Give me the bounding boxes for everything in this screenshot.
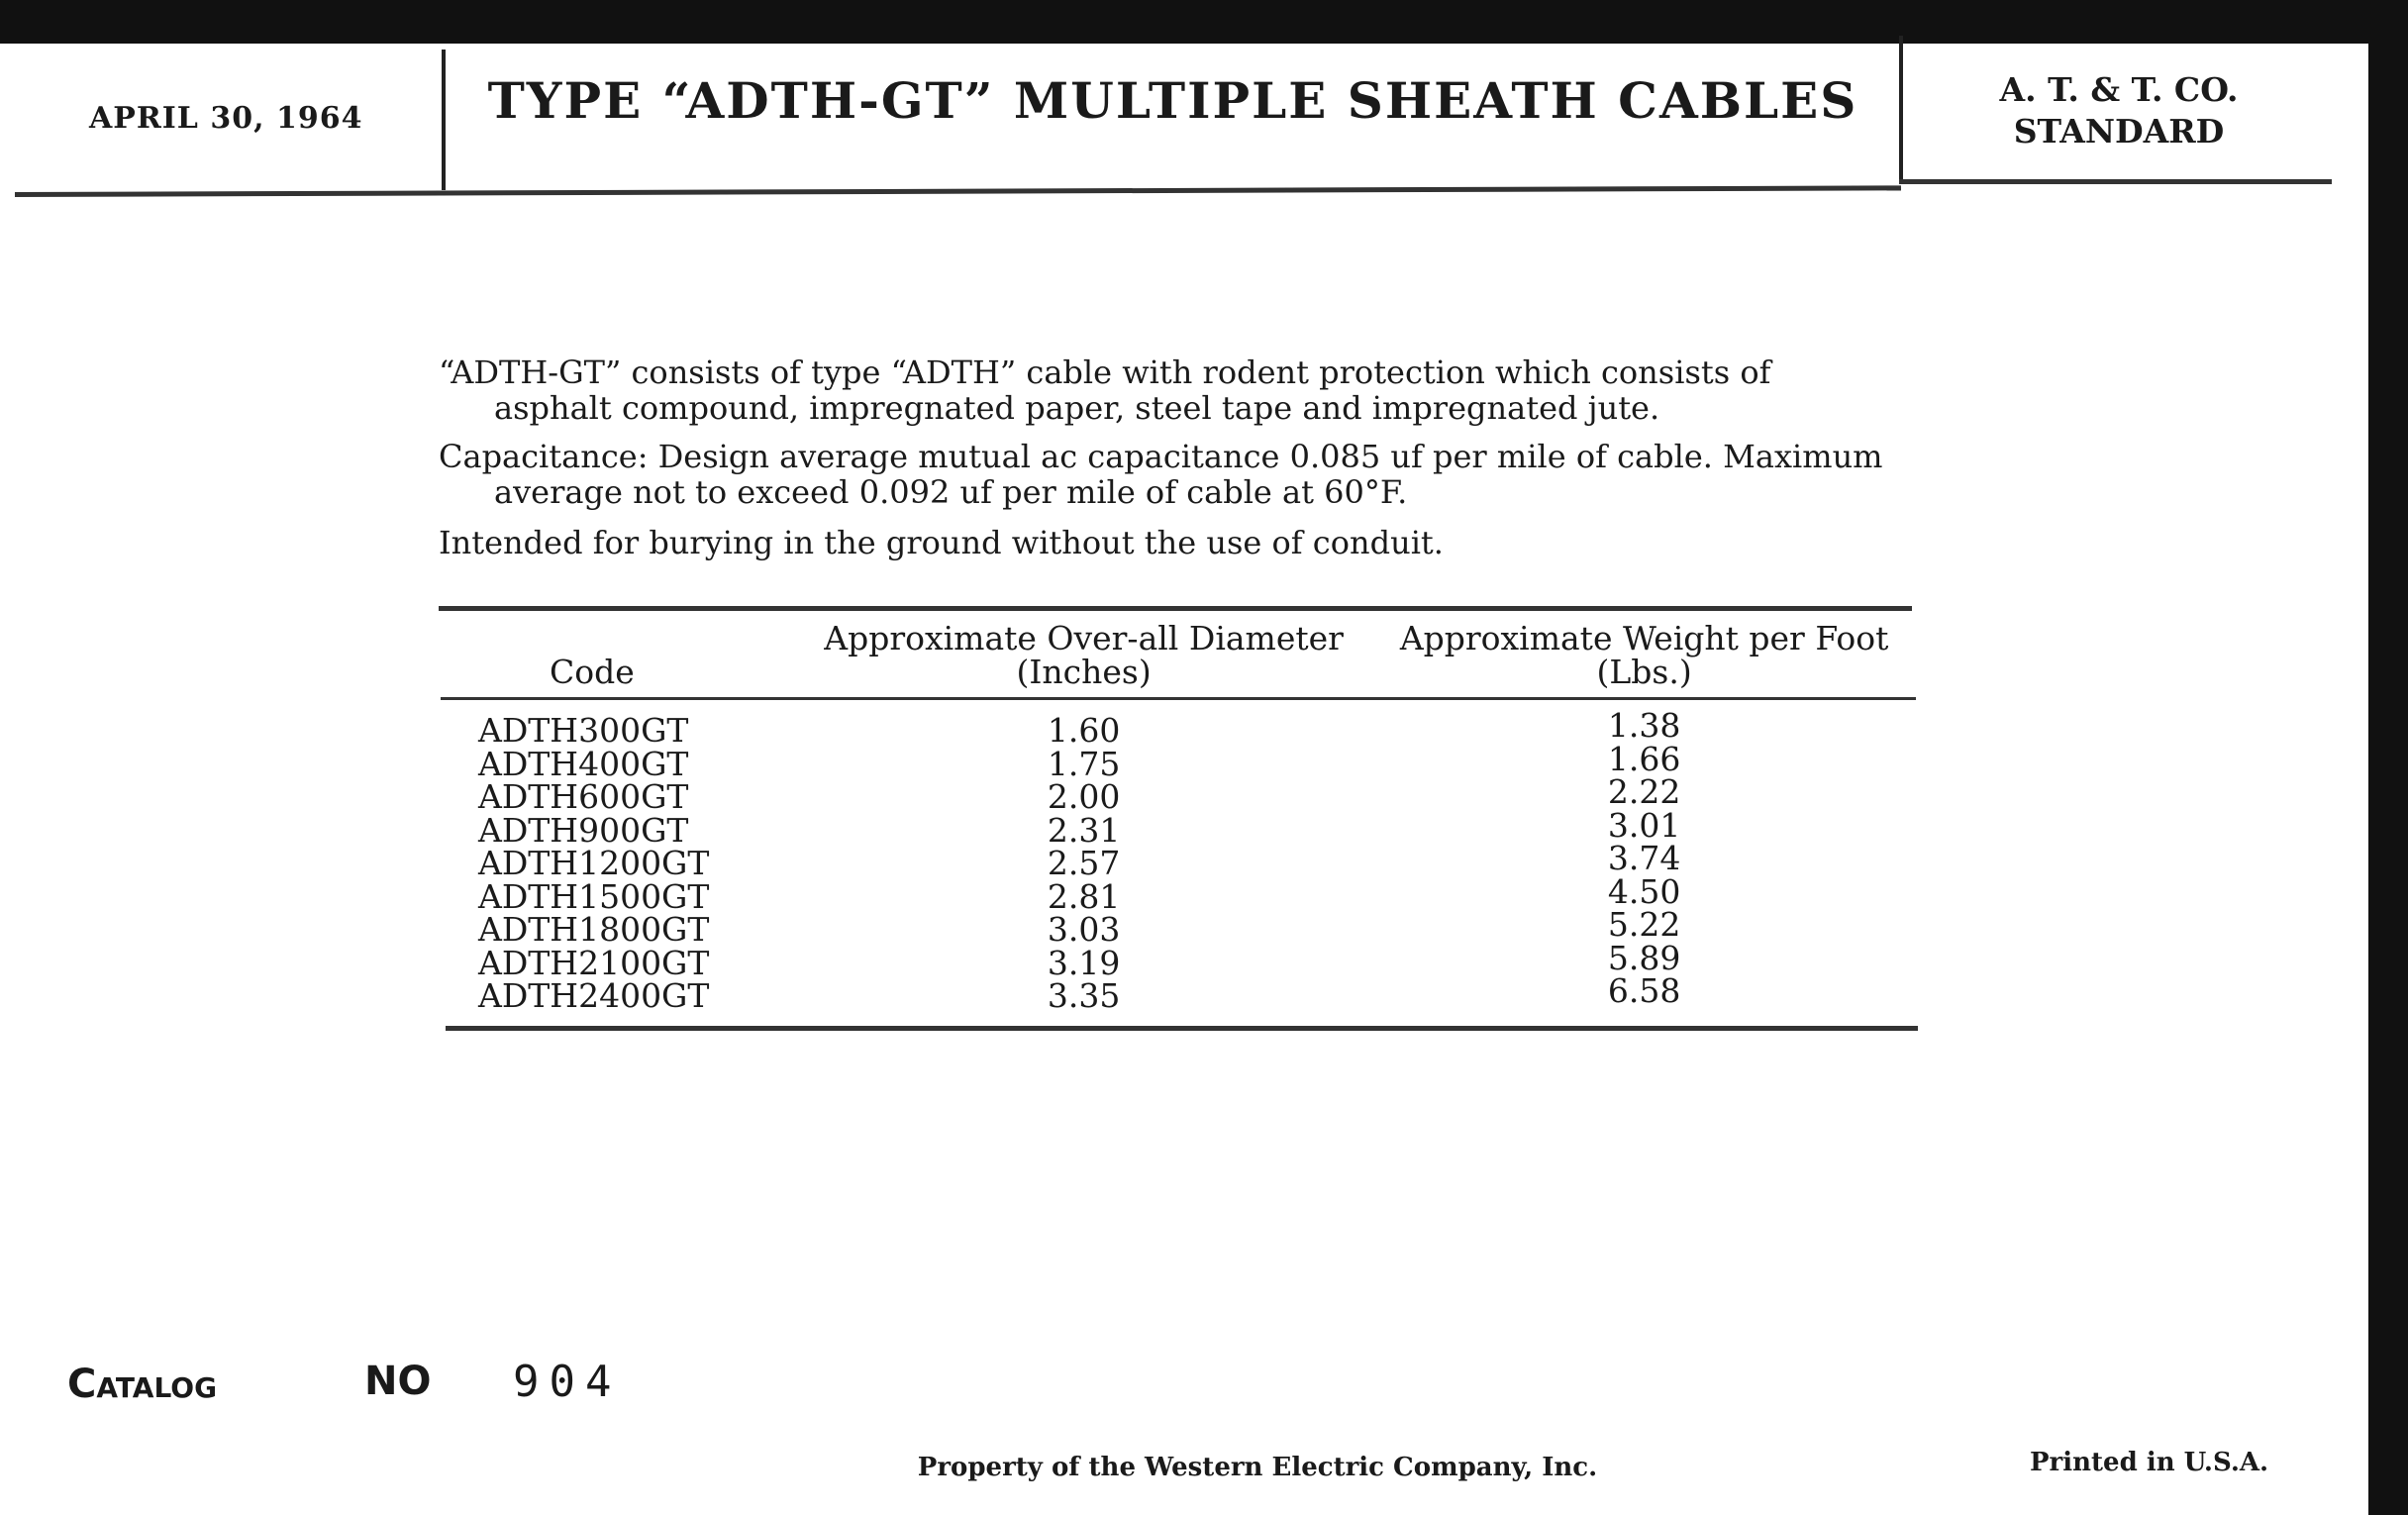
standard-line2: STANDARD bbox=[2013, 112, 2225, 151]
cell-weight: 6.58 bbox=[1607, 971, 1681, 1010]
cell-diameter: 2.81 bbox=[1047, 876, 1121, 916]
description-line: “ADTH-GT” consists of type “ADTH” cable with rodent protection which consists of bbox=[439, 354, 1771, 391]
catalog-label: Catalog bbox=[67, 1362, 218, 1407]
table-top-rule bbox=[439, 606, 1912, 611]
standard-label bbox=[1906, 69, 2332, 152]
cell-diameter: 2.00 bbox=[1047, 777, 1121, 816]
cable-spec-table bbox=[441, 614, 1916, 1013]
cell-diameter: 3.35 bbox=[1047, 976, 1121, 1015]
usage-paragraph: Intended for burying in the ground without the use of conduit. bbox=[439, 524, 1444, 561]
header-divider bbox=[442, 50, 446, 190]
cell-weight: 1.38 bbox=[1607, 706, 1681, 745]
cell-weight: 3.01 bbox=[1607, 805, 1681, 845]
scan-border-right bbox=[2368, 0, 2408, 1515]
capacitance-line: Capacitance: Design average mutual ac capacitance 0.085 uf per mile of cable. Maximum bbox=[439, 438, 1883, 475]
cell-code: ADTH400GT bbox=[478, 744, 689, 783]
document-date: APRIL 30, 1964 bbox=[89, 101, 363, 136]
cell-diameter: 2.57 bbox=[1047, 844, 1121, 882]
cell-diameter: 2.31 bbox=[1047, 810, 1121, 850]
page-title: TYPE “ADTH-GT” MULTIPLE SHEATH CABLES bbox=[487, 71, 1858, 130]
cell-weight: 2.22 bbox=[1607, 772, 1681, 811]
header-code: Code bbox=[550, 653, 635, 691]
cell-diameter: 3.19 bbox=[1047, 943, 1121, 982]
cell-diameter: 1.75 bbox=[1047, 744, 1121, 783]
header-weight bbox=[1372, 614, 1916, 699]
cell-diameter: 3.03 bbox=[1047, 910, 1121, 949]
cell-code: ADTH1800GT bbox=[478, 910, 710, 949]
cell-code: ADTH1500GT bbox=[478, 876, 710, 916]
cell-code: ADTH300GT bbox=[478, 711, 689, 750]
property-notice: Property of the Western Electric Company, Inc. bbox=[917, 1453, 1598, 1482]
catalog-no-label: NO bbox=[364, 1359, 432, 1404]
header-weight-line2: (Lbs.) bbox=[1596, 653, 1692, 691]
header-diameter-line1: Approximate Over-all Diameter bbox=[824, 619, 1344, 657]
cell-weight: 5.22 bbox=[1607, 905, 1681, 944]
header-diameter-line2: (Inches) bbox=[1016, 653, 1152, 691]
table-header-row bbox=[441, 614, 1916, 699]
cell-weight: 3.74 bbox=[1607, 839, 1681, 877]
standard-line1: A. T. & T. CO. bbox=[1999, 70, 2239, 109]
printed-notice: Printed in U.S.A. bbox=[2030, 1448, 2269, 1477]
catalog-number: 904 bbox=[513, 1357, 622, 1407]
cell-code: ADTH900GT bbox=[478, 810, 689, 850]
description-paragraph bbox=[439, 354, 1917, 426]
header-diameter bbox=[795, 614, 1372, 699]
cell-diameter: 1.60 bbox=[1047, 711, 1121, 750]
cell-code: ADTH600GT bbox=[478, 777, 689, 816]
header-weight-line1: Approximate Weight per Foot bbox=[1399, 619, 1889, 657]
cell-weight: 1.66 bbox=[1607, 739, 1681, 778]
cell-weight: 4.50 bbox=[1607, 871, 1681, 911]
capacitance-paragraph bbox=[439, 439, 1917, 510]
table-row bbox=[441, 979, 1916, 1013]
cell-code: ADTH2100GT bbox=[478, 943, 710, 982]
header-rule bbox=[1899, 179, 2332, 184]
header-rule bbox=[15, 185, 1901, 197]
cell-code: ADTH2400GT bbox=[478, 976, 710, 1015]
cell-weight: 5.89 bbox=[1607, 938, 1681, 977]
header-divider bbox=[1899, 36, 1903, 182]
scan-border-top bbox=[0, 0, 2408, 44]
capacitance-line: average not to exceed 0.092 uf per mile of cable at 60°F. bbox=[494, 473, 1408, 511]
description-line: asphalt compound, impregnated paper, steel tape and impregnated jute. bbox=[494, 389, 1660, 427]
cell-code: ADTH1200GT bbox=[478, 844, 710, 882]
table-bottom-rule bbox=[446, 1026, 1918, 1031]
